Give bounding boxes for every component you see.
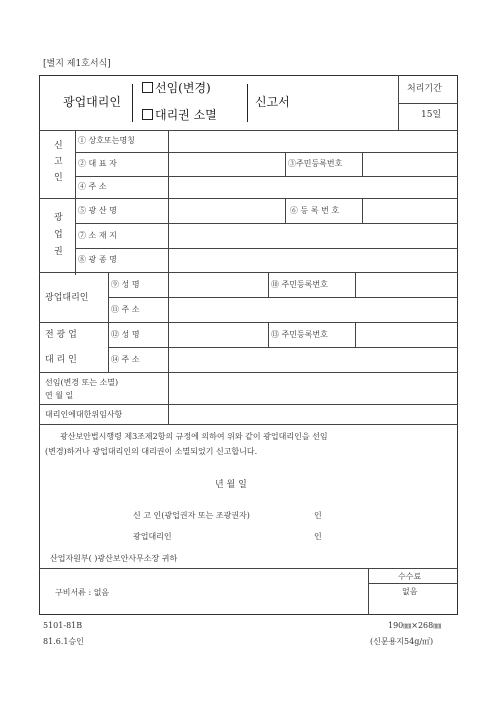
checkbox-icon [142,109,153,120]
agent-name-label: ⑨ 성 명 [111,280,140,289]
row-line [368,583,458,584]
row-line [39,568,458,569]
row-line [75,223,458,224]
processing-label: 처리기간 [407,84,442,94]
prev-agent-address-label: ⑭ 주 소 [111,355,140,364]
checkbox-icon [142,82,153,93]
prev-agent-section-1: 전 광 업 [45,330,77,340]
date-label-line1: 선임(변경 또는 소멸) [45,378,119,387]
signer1-seal: 인 [314,511,322,520]
prev-agent-section-2: 대 리 인 [45,355,77,365]
mining-section-3: 권 [54,247,63,257]
mining-section-2: 업 [54,230,63,240]
row-line [39,272,458,273]
applicant-address-label: ④ 주 소 [78,182,107,191]
agent-regno-label: ⑩ 주민등록번호 [271,280,328,289]
row-line [39,424,458,425]
col-line [362,198,363,223]
fee-label: 수수료 [398,572,422,581]
paper-size: 190㎜×268㎜ [388,621,442,630]
row-line [75,248,458,249]
col-line [268,322,269,347]
declaration-line1: 광산보안법시행령 제3조제2항의 규정에 의하여 위와 같이 광업대리인을 선임 [60,432,328,441]
title-option1: 선임(변경) [155,81,211,95]
row-line [75,152,458,153]
applicant-regno-label: ③주민등록번호 [288,159,343,168]
declaration-date: 년 월 일 [215,480,247,490]
paper-type: (신문용지54g/㎡) [370,637,434,646]
title-option2: 대리권 소멸 [155,108,217,122]
addressee: 산업자원부( )광산보안사무소장 귀하 [50,554,178,563]
processing-value: 15일 [421,110,442,120]
location-label: ⑦ 소 재 지 [78,231,117,240]
row-line [39,322,458,323]
registration-number-label: ⑥ 등 록 번 호 [290,206,340,215]
applicant-name-label: ① 상호또는명칭 [78,136,135,145]
signer2-label: 광업대리인 [133,532,172,541]
col-line [268,272,269,297]
signer2-seal: 인 [314,532,322,541]
title-prefix: 광업대리인 [63,95,121,109]
col-line [368,568,369,615]
prev-agent-regno-label: ⑬ 주민등록번호 [271,330,328,339]
fee-value: 없음 [402,587,418,596]
row-line [39,198,458,199]
row-line [75,176,458,177]
agent-section: 광업대리인 [45,293,89,303]
mineral-type-label: ⑧ 광 종 명 [78,255,117,264]
authority-label: 대리인에대한위임사항 [45,410,123,419]
mine-name-label: ⑤ 광 산 명 [78,206,117,215]
col-line [168,130,169,198]
col-line [168,372,169,424]
form-frame [39,75,458,615]
row-line [108,297,458,298]
form-number: [별지 제1호서식] [43,59,111,69]
approval-date: 81.6.1승인 [43,637,84,646]
col-line [355,322,356,347]
col-line [362,152,363,176]
col-line [355,272,356,297]
declaration-line2: (변경)하거나 광업대리인의 대리권이 소멸되었기 신고합니다. [45,447,258,456]
processing-divider [398,103,458,104]
row-line [39,372,458,373]
date-label-line2: 연 월 일 [45,391,74,400]
col-line [285,152,286,176]
row-line [39,404,458,405]
title-suffix: 신고서 [255,95,290,109]
applicant-section-1: 신 [54,141,63,151]
title-option-terminate [142,109,217,121]
title-bracket-right [246,84,248,122]
row-line [39,130,458,131]
required-documents: 구비서류 : 없음 [55,588,110,597]
mining-section-1: 광 [54,213,63,223]
prev-agent-name-label: ⑫ 성 명 [111,330,140,339]
row-line [108,347,458,348]
title-option-select [142,82,211,94]
applicant-rep-label: ② 대 표 자 [78,159,117,168]
agent-address-label: ⑪ 주 소 [111,305,140,314]
col-line [285,198,286,223]
applicant-section-3: 인 [54,173,63,183]
applicant-section-2: 고 [54,157,63,167]
col-line [168,272,169,372]
col-line [168,198,169,272]
form-code: 5101-81B [43,621,83,630]
signer1-label: 신 고 인(광업권자 또는 조광권자) [133,511,250,520]
